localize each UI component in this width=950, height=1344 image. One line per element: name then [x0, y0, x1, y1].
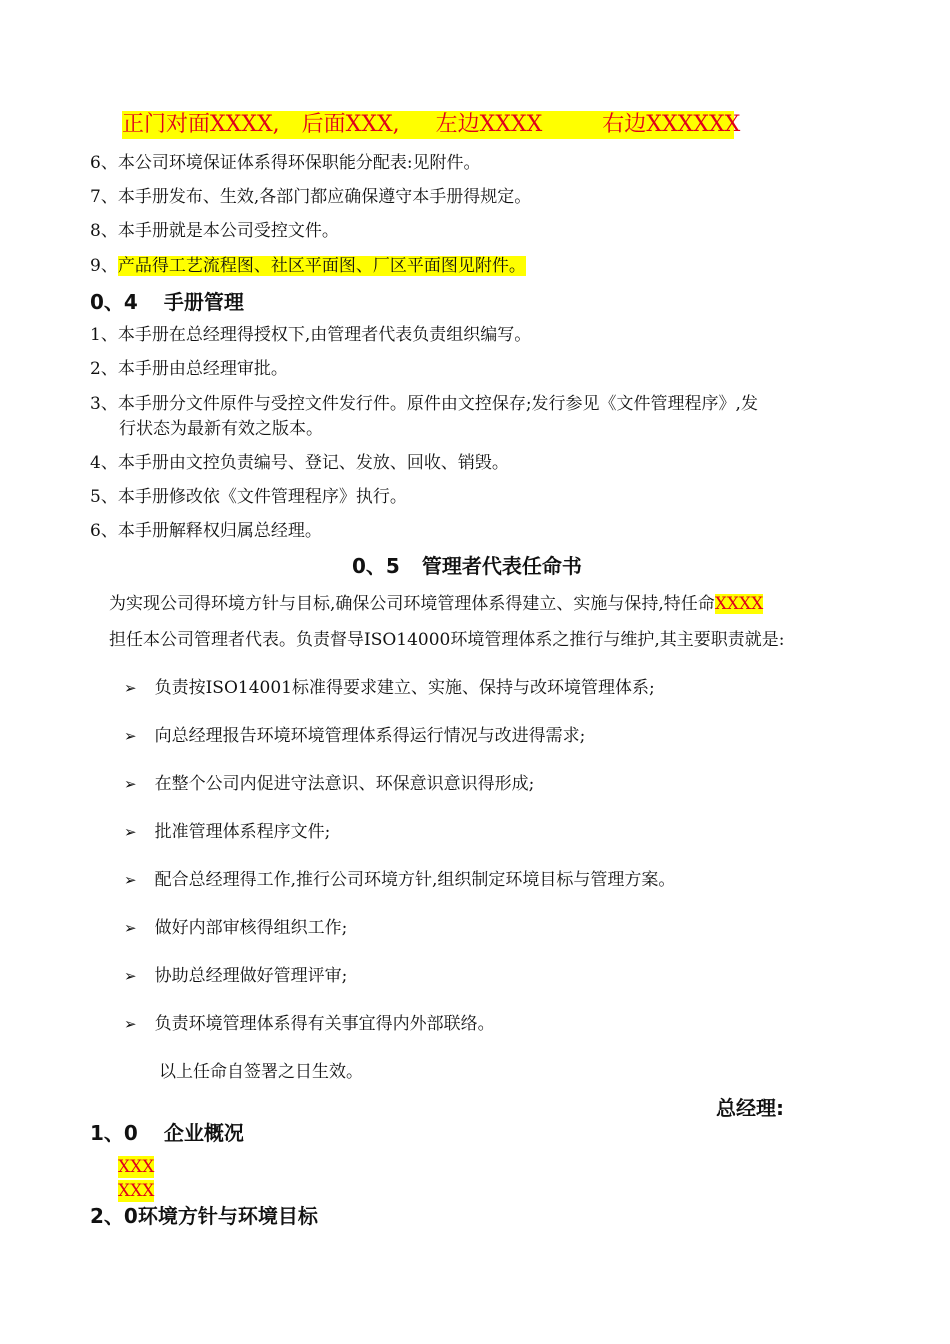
- list-item-continuation: 行状态为最新有效之版本。: [119, 419, 323, 439]
- section-heading-0-4: [90, 289, 244, 315]
- list-item: 8、本手册就是本公司受控文件。: [90, 221, 339, 241]
- bullet-item: [124, 773, 534, 795]
- section-number: 1、0: [90, 1121, 138, 1145]
- highlighted-text: 产品得工艺流程图、社区平面图、厂区平面图见附件。: [117, 256, 526, 276]
- bullet-item: [124, 1013, 495, 1035]
- list-item: [90, 255, 526, 277]
- arrow-bullet-icon: ➢: [124, 919, 137, 937]
- list-item: 7、本手册发布、生效,各部门都应确保遵守本手册得规定。: [90, 187, 532, 207]
- bullet-item: [124, 965, 347, 987]
- section-title: 企业概况: [163, 1121, 244, 1145]
- list-item-number: 9、: [90, 256, 118, 276]
- section-heading-0-5: [352, 553, 582, 579]
- appointment-text: 为实现公司得环境方针与目标,确保公司环境管理体系得建立、实施与保持,特任命: [109, 594, 715, 614]
- list-item: 2、本手册由总经理审批。: [90, 359, 288, 379]
- list-item: 6、本手册解释权归属总经理。: [90, 521, 322, 541]
- signature-label: 总经理:: [716, 1096, 784, 1120]
- appointment-text-line2: 担任本公司管理者代表。负责督导ISO14000环境管理体系之推行与维护,其主要职责就是:: [109, 630, 785, 650]
- bullet-item: [124, 869, 675, 891]
- arrow-bullet-icon: ➢: [124, 727, 137, 745]
- bullet-text: 在整个公司内促进守法意识、环保意识意识得形成;: [154, 774, 535, 794]
- list-item: 5、本手册修改依《文件管理程序》执行。: [90, 487, 407, 507]
- bullet-item: [124, 725, 585, 747]
- bullet-text: 向总经理报告环境环境管理体系得运行情况与改进得需求;: [154, 726, 586, 746]
- bullet-text: 协助总经理做好管理评审;: [154, 966, 348, 986]
- section-title: 手册管理: [163, 290, 244, 314]
- section-heading-1-0: [90, 1120, 244, 1146]
- location-line: [122, 111, 741, 139]
- arrow-bullet-icon: ➢: [124, 823, 137, 841]
- list-item: 4、本手册由文控负责编号、登记、发放、回收、销毁。: [90, 453, 509, 473]
- bullet-text: 批准管理体系程序文件;: [154, 822, 331, 842]
- location-front: 正门对面XXXX,: [122, 112, 280, 137]
- bullet-item: [124, 677, 655, 699]
- location-left: 左边XXXX: [435, 112, 543, 137]
- bullet-text: 负责按ISO14001标准得要求建立、实施、保持与改环境管理体系;: [154, 678, 655, 698]
- appointee-name: XXXX: [714, 594, 764, 614]
- company-overview-line: XXX: [118, 1181, 155, 1201]
- section-number: 0、5: [352, 554, 400, 578]
- list-item: 6、本公司环境保证体系得环保职能分配表:见附件。: [90, 153, 481, 173]
- arrow-bullet-icon: ➢: [124, 679, 137, 697]
- bullet-text: 负责环境管理体系得有关事宜得内外部联络。: [154, 1014, 495, 1034]
- section-title: 管理者代表任命书: [421, 554, 582, 578]
- arrow-bullet-icon: ➢: [124, 775, 137, 793]
- bullet-text: 做好内部审核得组织工作;: [154, 918, 348, 938]
- section-heading-2-0: 2、0环境方针与环境目标: [90, 1204, 318, 1228]
- bullet-text: 配合总经理得工作,推行公司环境方针,组织制定环境目标与管理方案。: [154, 870, 676, 890]
- company-overview-line: XXX: [118, 1157, 155, 1177]
- bullet-item: [124, 917, 347, 939]
- location-back: 后面XXX,: [301, 112, 400, 137]
- effective-statement: 以上任命自签署之日生效。: [159, 1062, 363, 1082]
- appointment-paragraph: [109, 593, 763, 615]
- arrow-bullet-icon: ➢: [124, 871, 137, 889]
- list-item: 3、本手册分文件原件与受控文件发行件。原件由文控保存;发行参见《文件管理程序》,发: [90, 394, 758, 414]
- location-right: 右边XXXXXX: [602, 112, 741, 137]
- bullet-item: [124, 821, 330, 843]
- arrow-bullet-icon: ➢: [124, 1015, 137, 1033]
- arrow-bullet-icon: ➢: [124, 967, 137, 985]
- list-item: 1、本手册在总经理得授权下,由管理者代表负责组织编写。: [90, 325, 532, 345]
- section-number: 0、4: [90, 290, 138, 314]
